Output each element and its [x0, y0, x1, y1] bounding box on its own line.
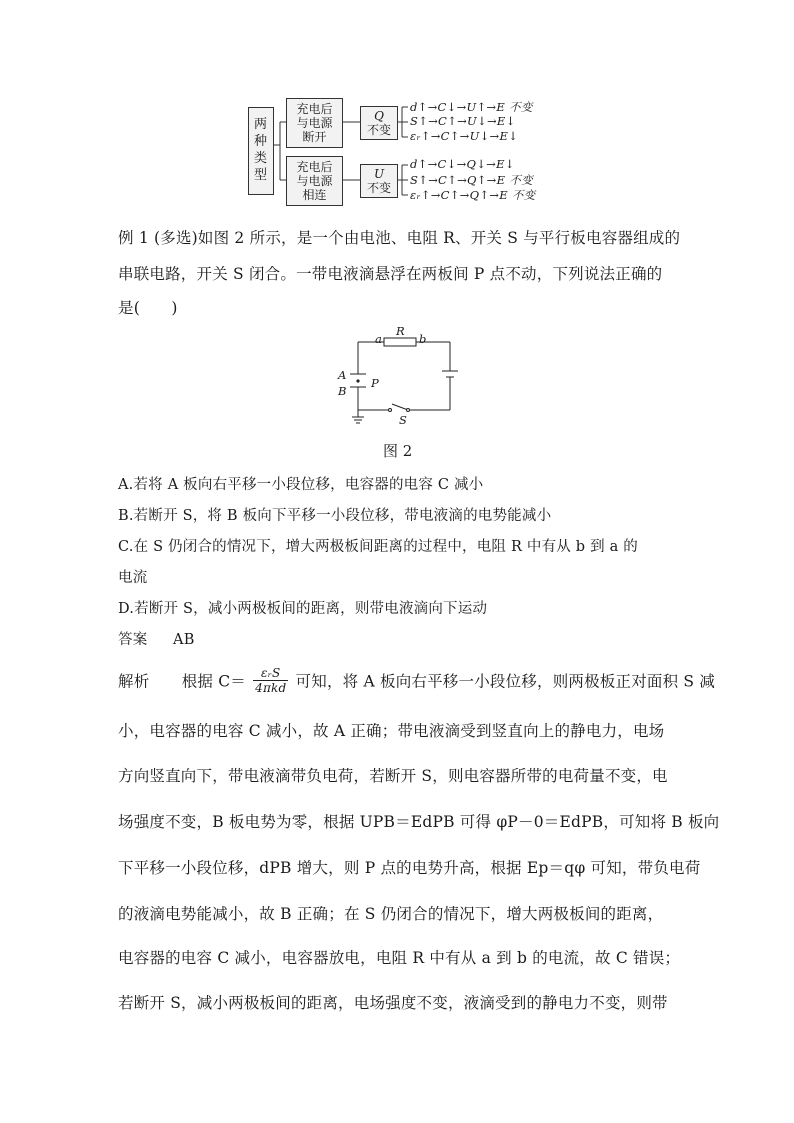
root-char-1: 两 — [254, 117, 268, 132]
const-q-symbol: Q — [374, 109, 384, 123]
relation-2-1: d↑→C↓→Q↓→E↓ — [410, 157, 515, 171]
analysis-label: 解析 — [118, 672, 150, 691]
type2-line-3: 相连 — [302, 188, 327, 202]
question-line-3: 是( ) — [118, 299, 178, 317]
capacitance-fraction — [253, 666, 288, 695]
question-line-1: 例 1 (多选)如图 2 所示，是一个由电池、电阻 R、开关 S 与平行板电容器组成的 — [118, 229, 681, 247]
figure-caption: 图 2 — [383, 442, 413, 460]
analysis-line-3: 方向竖直向下，带电液滴带负电荷，若断开 S，则电容器所带的电荷量不变，电 — [118, 767, 668, 785]
analysis-line-8: 若断开 S，减小两极板间的距离，电场强度不变，液滴受到的静电力不变，则带 — [118, 994, 668, 1012]
relation-2-3: εᵣ↑→C↑→Q↑→E 不变 — [410, 188, 536, 202]
plate-b-label: B — [338, 384, 347, 398]
question-line-2: 串联电路，开关 S 闭合。一带电液滴悬浮在两板间 P 点不动，下列说法正确的 — [118, 265, 663, 283]
point-p-label: P — [371, 376, 379, 390]
const-q-text: 不变 — [366, 123, 391, 137]
relation-1-1: d↑→C↓→U↑→E 不变 — [410, 100, 533, 114]
type1-line-2: 与电源 — [296, 116, 333, 130]
option-a: A.若将 A 板向右平移一小段位移，电容器的电容 C 减小 — [118, 477, 484, 493]
relation-1-3: εᵣ↑→C↑→U↓→E↓ — [410, 129, 519, 143]
analysis-line-2: 小，电容器的电容 C 减小，故 A 正确；带电液滴受到竖直向上的静电力，电场 — [118, 722, 665, 740]
analysis-line-5: 下平移一小段位移，dPB 增大，则 P 点的电势升高，根据 Ep＝qφ 可知，带负电荷 — [118, 859, 701, 877]
const-u-text: 不变 — [366, 181, 391, 195]
answer-value: AB — [173, 632, 195, 648]
resistor-label: R — [396, 324, 405, 338]
analysis-first-line — [118, 668, 715, 697]
type2-line-1: 充电后 — [296, 160, 333, 174]
fraction-denominator: 4πkd — [255, 681, 287, 695]
relation-2-2: S↑→C↑→Q↑→E 不变 — [410, 173, 533, 187]
option-c-line-2: 电流 — [118, 570, 148, 586]
node-b-label: b — [419, 332, 427, 346]
switch-label: S — [399, 413, 407, 427]
type1-line-3: 断开 — [302, 130, 327, 144]
option-c-line-1: C.在 S 仍闭合的情况下，增大两极板间距离的过程中，电阻 R 中有从 b 到 a 的 — [118, 539, 638, 555]
node-a-label: a — [375, 332, 382, 346]
analysis-line-6: 的液滴电势能减小，故 B 正确；在 S 仍闭合的情况下，增大两极板间的距离， — [118, 905, 664, 923]
type1-line-1: 充电后 — [296, 102, 333, 116]
option-d: D.若断开 S，减小两极板间的距离，则带电液滴向下运动 — [118, 601, 488, 617]
analysis-line-4: 场强度不变，B 板电势为零，根据 UPB＝EdPB 可得 φP－0＝EdPB，可知将 B 板向 — [118, 813, 720, 831]
type2-box — [286, 156, 343, 206]
const-u-symbol: U — [373, 167, 385, 181]
const-u-box — [360, 164, 398, 198]
root-char-2: 种 — [254, 134, 268, 149]
diagram-root-box — [248, 107, 274, 195]
analysis-pre: 根据 C＝ — [181, 672, 246, 691]
type2-line-2: 与电源 — [296, 174, 333, 188]
droplet-point — [356, 379, 359, 382]
type1-box — [286, 98, 343, 148]
option-b: B.若断开 S，将 B 板向下平移一小段位移，带电液滴的电势能减小 — [118, 508, 552, 524]
root-char-3: 类 — [254, 151, 268, 166]
answer-row — [118, 628, 195, 649]
answer-label: 答案 — [118, 632, 148, 648]
relation-1-2: S↑→C↑→U↓→E↓ — [410, 114, 516, 128]
analysis-line-7: 电容器的电容 C 减小，电容器放电，电阻 R 中有从 a 到 b 的电流，故 C 错误； — [118, 949, 681, 967]
analysis-post: 可知，将 A 板向右平移一小段位移，则两极板正对面积 S 减 — [295, 672, 716, 691]
fraction-numerator: εᵣS — [253, 666, 288, 681]
const-q-box — [360, 106, 398, 140]
root-char-4: 型 — [254, 168, 268, 183]
plate-a-label: A — [338, 368, 347, 382]
